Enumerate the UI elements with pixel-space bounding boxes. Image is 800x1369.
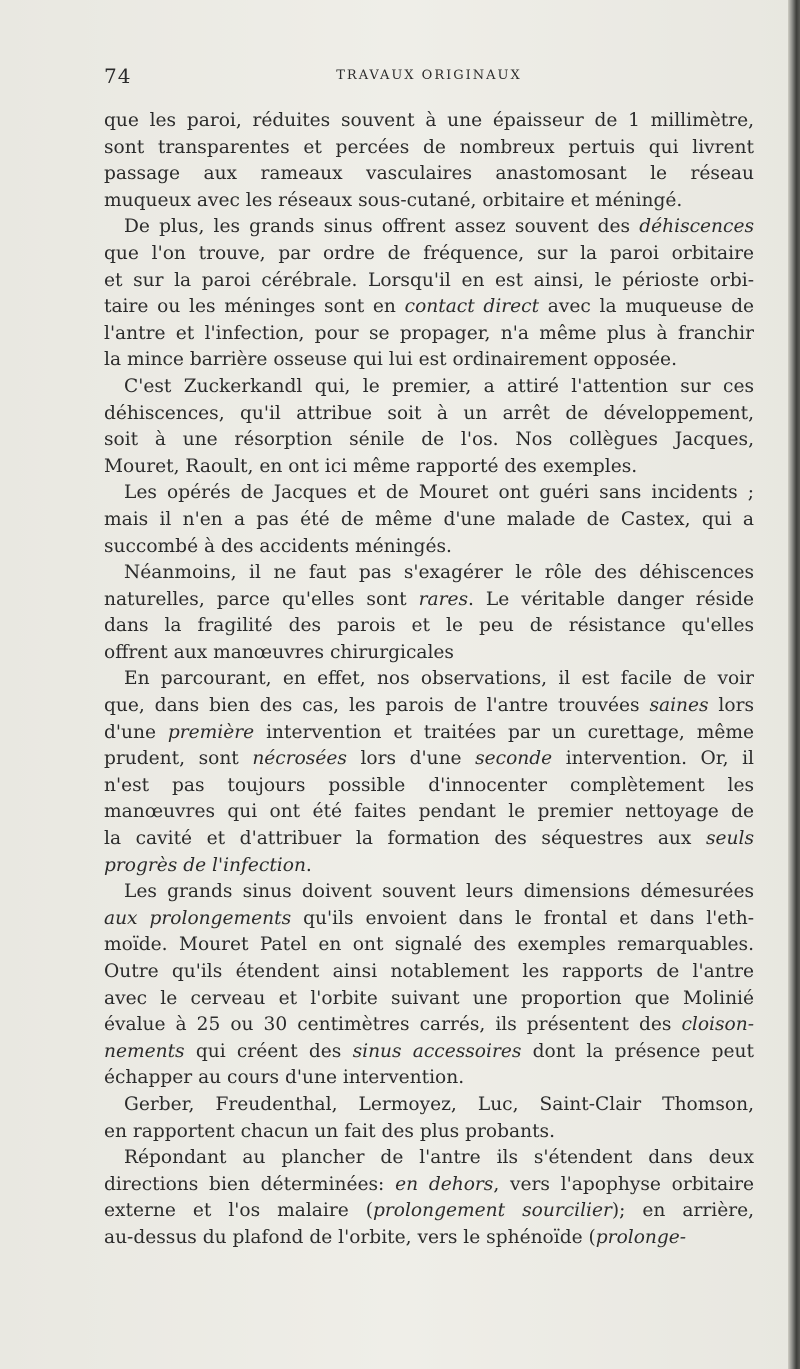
text-segment: la cavité et d'attribuer la formation des séquestres aux (104, 828, 706, 850)
text-segment: que, dans bien des cas, les parois de l'antre trouvées (104, 695, 650, 717)
text-line (104, 1145, 754, 1172)
text-line (104, 507, 754, 534)
page-number: 74 (104, 64, 132, 88)
text-segment: lors (708, 695, 754, 717)
text-line (104, 401, 754, 428)
italic-text: aux prolongements (104, 907, 292, 929)
text-segment: qu'ils envoient dans le frontal et dans l'eth- (291, 907, 754, 929)
text-line (104, 879, 754, 906)
text-line (104, 1198, 754, 1225)
text-segment: passage aux rameaux vasculaires anastomosant le réseau (104, 163, 754, 185)
text-line (104, 480, 754, 507)
italic-text: seconde (475, 748, 553, 770)
text-line (104, 613, 754, 640)
text-segment: muqueux avec les réseaux sous-cutané, orbitaire et méningé. (104, 189, 683, 211)
text-line (104, 826, 754, 853)
italic-text: en dehors (395, 1173, 494, 1195)
text-line (104, 720, 754, 747)
running-head: TRAVAUX ORIGINAUX (336, 68, 522, 83)
text-segment: en rapportent chacun un fait des plus probants. (104, 1120, 555, 1142)
text-segment: dont la présence peut (521, 1040, 754, 1062)
text-segment: évalue à 25 ou 30 centimètres carrés, ils présentent des (104, 1014, 682, 1036)
text-line (104, 534, 754, 561)
text-segment: Répondant au plancher de l'antre ils s'étendent dans deux (124, 1147, 754, 1169)
text-line (104, 427, 754, 454)
text-segment: De plus, les grands sinus offrent assez souvent des (124, 216, 640, 238)
text-segment: qui créent des (184, 1040, 353, 1062)
italic-text: seuls (705, 828, 754, 850)
text-segment: manœuvres qui ont été faites pendant le premier nettoyage de (104, 801, 754, 823)
text-segment: que les paroi, réduites souvent à une épaisseur de 1 millimètre, (104, 110, 754, 131)
italic-text: sinus accessoires (352, 1040, 522, 1062)
text-line (104, 587, 754, 614)
text-segment: échapper au cours d'une intervention. (104, 1067, 465, 1089)
text-line (104, 1012, 754, 1039)
text-line (104, 214, 754, 241)
italic-text: prolongement sourcilier (373, 1200, 612, 1222)
italic-text: déhiscences (639, 216, 754, 238)
text-segment: offrent aux manœuvres chirurgicales (104, 641, 454, 663)
text-line (104, 454, 754, 481)
text-line (104, 1119, 754, 1146)
text-line (104, 906, 754, 933)
text-segment: avec le cerveau et l'orbite suivant une proportion que Molinié (104, 987, 754, 1009)
text-line (104, 693, 754, 720)
italic-text: nements (104, 1040, 185, 1062)
text-line (104, 746, 754, 773)
text-line (104, 294, 754, 321)
text-segment: d'une (104, 721, 168, 743)
text-segment: Mouret, Raoult, en ont ici même rapporté des exemples. (104, 455, 638, 477)
text-segment: mais il n'en a pas été de même d'une malade de Castex, qui a (104, 508, 754, 530)
text-line (104, 666, 754, 693)
text-segment: intervention et traitées par un curettage, même (254, 721, 754, 743)
text-segment: avec la muqueuse de (539, 296, 754, 318)
text-line (104, 321, 754, 348)
text-line (104, 1225, 754, 1252)
text-segment: . Le véritable danger réside (468, 588, 754, 610)
text-segment: sont transparentes et percées de nombreux pertuis qui livrent (104, 136, 754, 158)
text-segment: au-dessus du plafond de l'orbite, vers le sphénoïde ( (104, 1226, 596, 1248)
text-segment: En parcourant, en effet, nos observations, il est facile de voir (124, 668, 754, 690)
italic-text: cloison- (681, 1014, 754, 1036)
text-segment: directions bien déterminées: (104, 1173, 396, 1195)
text-line (104, 773, 754, 800)
text-line (104, 347, 754, 374)
text-segment: lors d'une (346, 748, 476, 770)
text-segment: externe et l'os malaire ( (104, 1200, 373, 1222)
italic-text: saines (649, 695, 709, 717)
text-line (104, 188, 754, 215)
text-segment: déhiscences, qu'il attribue soit à un arrêt de développement, (104, 402, 754, 424)
text-segment: C'est Zuckerkandl qui, le premier, a attiré l'attention sur ces (124, 375, 754, 397)
italic-text: contact direct (404, 296, 540, 318)
text-segment: , vers l'apophyse orbitaire (493, 1173, 754, 1195)
text-segment: moïde. Mouret Patel en ont signalé des exemples remarquables. (104, 934, 754, 956)
text-line (104, 1172, 754, 1199)
italic-text: première (167, 721, 255, 743)
text-segment: prudent, sont (104, 748, 253, 770)
text-line (104, 959, 754, 986)
text-segment: ); en arrière, (611, 1200, 754, 1222)
text-segment: intervention. Or, il (552, 748, 754, 770)
text-line (104, 986, 754, 1013)
text-segment: soit à une résorption sénile de l'os. Nos collègues Jacques, (104, 429, 754, 451)
body-text (104, 108, 754, 1252)
text-segment: taire ou les méninges sont en (104, 296, 405, 318)
text-line (104, 932, 754, 959)
text-segment: et sur la paroi cérébrale. Lorsqu'il en est ainsi, le périoste orbi- (104, 269, 754, 291)
text-line (104, 1039, 754, 1066)
text-segment: Les opérés de Jacques et de Mouret ont guéri sans incidents ; (124, 482, 754, 504)
text-line (104, 1065, 754, 1092)
page-header (104, 64, 754, 88)
text-line (104, 268, 754, 295)
text-line (104, 1092, 754, 1119)
text-segment: l'antre et l'infection, pour se propager, n'a même plus à franchir (104, 322, 754, 344)
text-line (104, 799, 754, 826)
text-line (104, 108, 754, 135)
italic-text: nécrosées (252, 748, 347, 770)
text-segment: Néanmoins, il ne faut pas s'exagérer le rôle des déhiscences (124, 562, 754, 584)
text-line (104, 241, 754, 268)
text-line (104, 161, 754, 188)
text-segment: succombé à des accidents méningés. (104, 535, 452, 557)
text-segment: . (305, 854, 312, 876)
text-line (104, 853, 754, 880)
text-line (104, 640, 754, 667)
text-segment: que l'on trouve, par ordre de fréquence, sur la paroi orbitaire (104, 242, 754, 264)
text-segment: dans la fragilité des parois et le peu de résistance qu'elles (104, 615, 754, 637)
text-segment: la mince barrière osseuse qui lui est ordinairement opposée. (104, 349, 677, 371)
text-segment: Outre qu'ils étendent ainsi notablement les rapports de l'antre (104, 961, 754, 982)
text-line (104, 560, 754, 587)
italic-text: prolonge- (595, 1226, 687, 1248)
text-line (104, 135, 754, 162)
text-segment: naturelles, parce qu'elles sont (104, 588, 419, 610)
italic-text: rares (418, 588, 469, 610)
text-segment: Les grands sinus doivent souvent leurs dimensions démesurées (124, 881, 754, 903)
text-line (104, 374, 754, 401)
book-spine-edge (788, 0, 800, 1369)
text-segment: Gerber, Freudenthal, Lermoyez, Luc, Saint-Clair Thomson, (124, 1093, 754, 1115)
italic-text: progrès de l'infection (104, 854, 306, 876)
text-segment: n'est pas toujours possible d'innocenter complètement les (104, 774, 754, 796)
